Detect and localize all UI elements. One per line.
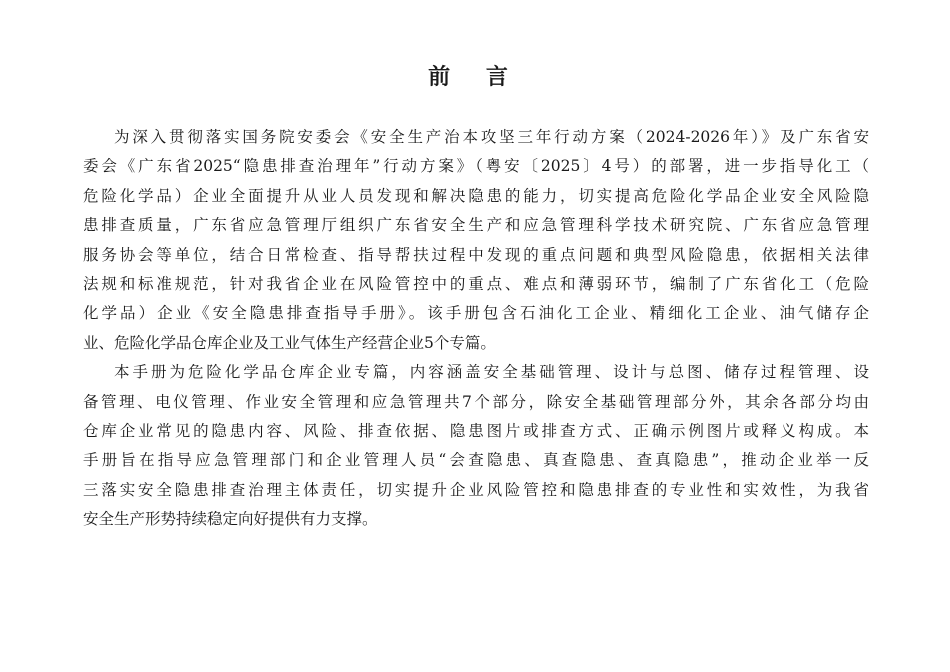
paragraph-line: 三落实安全隐患排查治理主体责任，切实提升企业风险管控和隐患排查的专业性和实效性，为我省 <box>83 480 869 499</box>
page-title: 前 言 <box>428 65 522 90</box>
paragraph-line: 服务协会等单位，结合日常检查、指导帮扶过程中发现的重点问题和典型风险隐患，依据相关法律 <box>83 245 869 264</box>
document-body <box>83 123 869 534</box>
paragraph-line: 安全生产形势持续稳定向好提供有力支撑。 <box>83 510 378 529</box>
paragraph-line: 化学品）企业《安全隐患排查指导手册》。该手册包含石油化工企业、精细化工企业、油气储存企 <box>83 304 869 323</box>
paragraph-line: 业、危险化学品仓库企业及工业气体生产经营企业5个专篇。 <box>83 333 496 352</box>
paragraph-line: 备管理、电仪管理、作业安全管理和应急管理共7个部分，除安全基础管理部分外，其余各部分均由 <box>83 392 869 411</box>
paragraph-line: 危险化学品）企业全面提升从业人员发现和解决隐患的能力，切实提高危险化学品企业安全风险隐 <box>83 186 869 205</box>
paragraph-line: 委会《广东省2025“隐患排查治理年”行动方案》（粤安〔2025〕4号）的部署，进一步指导化工（ <box>83 157 869 176</box>
paragraph-line: 法规和标准规范，针对我省企业在风险管控中的重点、难点和薄弱环节，编制了广东省化工（危险 <box>83 274 869 293</box>
paragraph-2 <box>83 358 869 534</box>
paragraph-1 <box>83 123 869 358</box>
paragraph-line: 为深入贯彻落实国务院安委会《安全生产治本攻坚三年行动方案（2024-2026年）》及广东省安 <box>114 128 869 146</box>
paragraph-line: 本手册为危险化学品仓库企业专篇，内容涵盖安全基础管理、设计与总图、储存过程管理、设 <box>114 363 869 382</box>
paragraph-line: 仓库企业常见的隐患内容、风险、排查依据、隐患图片或排查方式、正确示例图片或释义构成。本 <box>83 421 869 440</box>
paragraph-line: 患排查质量，广东省应急管理厅组织广东省安全生产和应急管理科学技术研究院、广东省应急管理 <box>83 216 869 235</box>
paragraph-line: 手册旨在指导应急管理部门和企业管理人员“会查隐患、真查隐患、查真隐患”，推动企业举一反 <box>83 451 869 470</box>
